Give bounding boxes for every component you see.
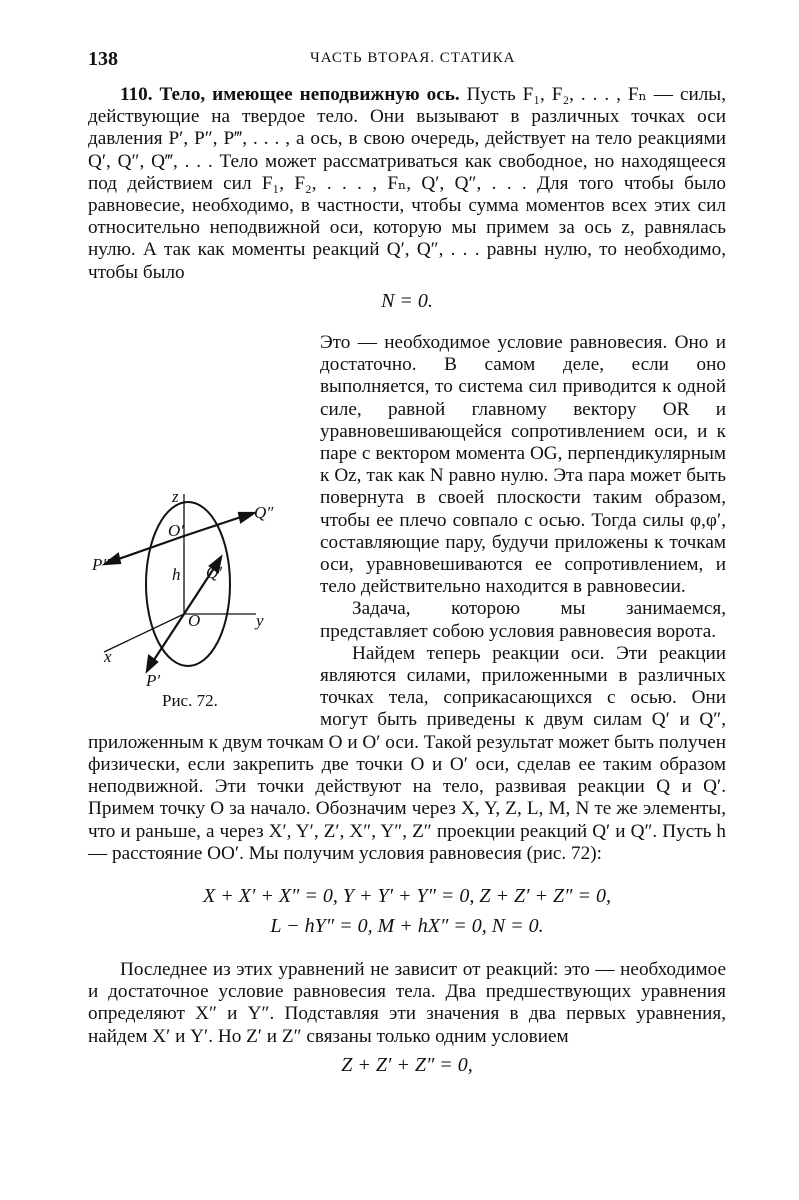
label-p-prime: P′ [146, 671, 161, 691]
label-h: h [172, 565, 181, 585]
paragraph-2-text: Это — необходимое условие равновесия. Оно и достаточно. В самом деле, если оно выполняется, то система сил приводится к одной силе, равной главному вектору OR и уравновешивающейся сопротивлением оси, и к паре с вектором момента OG, перпендикулярным к Oz, так как N равно нулю. Эта пара может быть повернута в своей плоскости таким образом, чтобы ее плечо совпало с осью. Тогда силы φ,φ′, составляющие пару, будучи приложены к точкам оси, уравновешиваются ее сопротивлением, и тело действительно находится в равновесии. [320, 332, 726, 598]
label-z: z [172, 487, 179, 507]
arrowhead-q-double [239, 513, 254, 522]
label-y: y [256, 611, 264, 631]
equation-row-2: L − hY″ = 0, M + hX″ = 0, N = 0. [270, 914, 544, 937]
label-p-double: P″ [92, 555, 110, 575]
paragraph-2-block [88, 332, 726, 865]
page-number: 138 [88, 48, 118, 70]
figure-72-diagram [88, 484, 320, 694]
equilibrium-equations [88, 881, 726, 941]
equation-n-zero: N = 0. [381, 289, 433, 312]
equation-row-1: X + X′ + X″ = 0, Y + Y′ + Y″ = 0, Z + Z′ + Z″ = 0, [203, 884, 611, 907]
label-o: O [188, 611, 201, 631]
rigid-body-ellipse [146, 502, 230, 666]
paragraph-1-text: Пусть F₁, F₂, . . . , Fₙ — силы, действующие на твердое тело. Они вызывают в различных точках оси давления P′, P″, P‴, . . . , а ось, в свою очередь, действует на тело реакциями Q′, Q″, Q‴, . . . Тело может рассматриваться как свободное, но находящееся под действием сил F₁, F₂, . . . , Fₙ, Q′, Q″, . . . Для того чтобы было равновесие, необходимо, в частности, чтобы сумма моментов всех этих сил относительно неподвижной оси, которую мы примем за ось z, равнялась нулю. А так как моменты реакций Q′, Q″, . . . равны нулю, то необходимо, чтобы было [88, 84, 726, 283]
page-body [88, 84, 726, 1076]
equation-z-sum: Z + Z′ + Z″ = 0, [341, 1053, 473, 1076]
label-o-prime: O′ [168, 521, 184, 541]
label-q-double: Q″ [254, 503, 274, 523]
paragraph-4: Найдем теперь реакции оси. Эти реакции являются силами, приложенными в различных точках тела, соприкасающихся с осью. Они могут быть приведены к двум силам Q′ и Q″, приложенным к двум точкам O и O′ оси. Такой результат может быть получен физически, если закрепить две точки O и O′ оси, сделав ее таким образом неподвижной. Эти точки действуют на тело, развивая реакции Q и Q′. Примем точку O за начало. Обозначим через X, Y, Z, L, M, N те же элементы, что и раньше, а через X′, Y′, Z′, X″, Y″, Z″ проекции реакций Q′ и Q″. Пусть h — расстояние OO′. Мы получим условия равновесия (рис. 72): [88, 642, 726, 864]
paragraph-1 [88, 84, 726, 284]
label-x: x [104, 647, 112, 667]
figure-72-float [88, 484, 320, 720]
section-heading: 110. Тело, имеющее неподвижную ось. [120, 84, 460, 105]
label-q-prime: Q′ [206, 563, 222, 583]
running-title: ЧАСТЬ ВТОРАЯ. СТАТИКА [310, 50, 516, 66]
figure-caption: Рис. 72. [162, 691, 218, 711]
paragraph-3: Задача, которою мы занимаемся, представляет собою условия равновесия ворота. [320, 598, 726, 642]
paragraph-5: Последнее из этих уравнений не зависит от реакций: это — необходимое и достаточное условие равновесия тела. Два предшествующих уравнения определяют X″ и Y″. Подставляя эти значения в два первых уравнения, найдем X′ и Y′. Но Z′ и Z″ связаны только одним условием [88, 958, 726, 1047]
